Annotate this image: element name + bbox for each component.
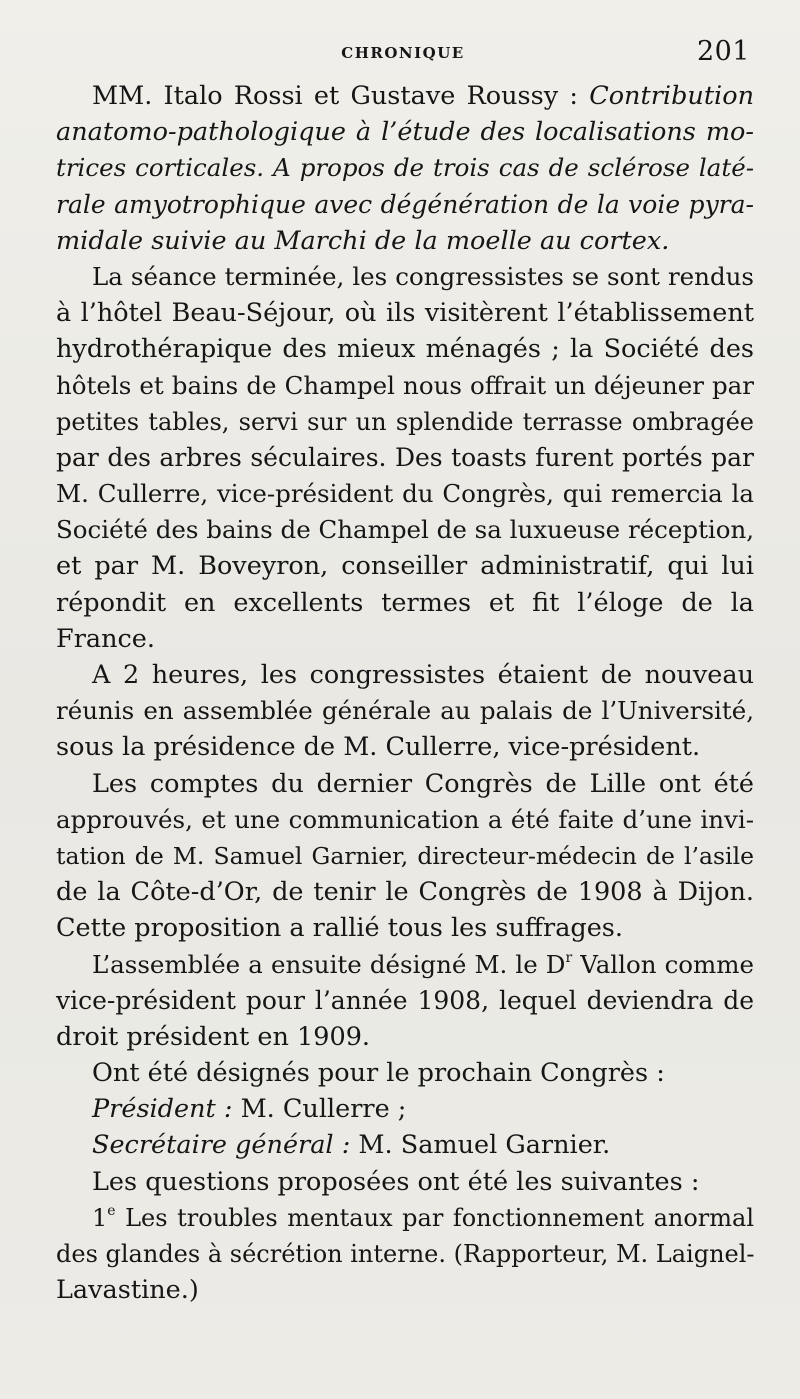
text-line	[56, 1272, 754, 1308]
text-segment: MM. Italo Rossi et Gustave Roussy :	[92, 81, 590, 111]
text-line	[56, 295, 754, 331]
text-segment: de la Côte-d’Or, de tenir le Congrès de 1908 à Dijon.	[56, 877, 754, 908]
text-segment: Contribution	[589, 81, 754, 111]
text-segment: Vallon comme	[572, 949, 755, 979]
text-line	[56, 1200, 754, 1236]
text-segment: Lavastine.)	[56, 1275, 199, 1306]
text-segment: M. Samuel Garnier.	[350, 1130, 611, 1161]
text-segment: tation de M. Samuel Garnier, directeur-médecin de l’asile	[56, 841, 754, 870]
text-line	[56, 983, 754, 1019]
text-line	[56, 1019, 754, 1055]
text-line	[56, 838, 754, 874]
text-segment: rale amyotrophique avec dégénération de la voie pyra-	[56, 189, 754, 219]
text-segment: midale suivie au Marchi de la moelle au cortex.	[56, 225, 670, 256]
text-line	[56, 404, 754, 440]
text-segment: Les comptes du dernier Congrès de Lille ont été	[92, 768, 754, 799]
text-line	[56, 476, 754, 512]
text-line	[56, 1055, 754, 1091]
text-line	[56, 693, 754, 729]
text-line	[56, 947, 754, 983]
text-line	[56, 368, 754, 404]
text-segment: droit président en 1909.	[56, 1021, 371, 1052]
text-line	[56, 910, 754, 946]
text-line	[56, 1091, 754, 1127]
text-segment: à l’hôtel Beau-Séjour, où ils visitèrent l’établissement	[56, 298, 754, 329]
text-line	[56, 585, 754, 621]
text-segment: réunis en assemblée générale au palais de l’Université,	[56, 696, 754, 726]
text-line	[56, 114, 754, 150]
text-segment: Les troubles mentaux par fonctionnement anormal	[115, 1203, 754, 1232]
page-number: 201	[696, 36, 750, 67]
text-line	[56, 223, 754, 259]
text-segment: trices corticales. A propos de trois cas de sclérose laté-	[56, 153, 754, 183]
text-segment: Président :	[92, 1094, 233, 1125]
text-segment: approuvés, et une communication a été faite d’une invi-	[56, 804, 754, 834]
text-line	[56, 1127, 754, 1163]
running-title: CHRONIQUE	[341, 44, 465, 62]
text-line	[56, 1164, 754, 1200]
text-segment: Cette proposition a rallié tous les suffrages.	[56, 913, 624, 944]
text-line	[56, 331, 754, 367]
text-segment: Société des bains de Champel de sa luxueuse réception,	[56, 515, 755, 545]
text-line	[56, 874, 754, 910]
text-segment: 1	[92, 1203, 108, 1232]
text-line	[56, 78, 754, 114]
text-line	[56, 512, 754, 548]
text-segment: anatomo-pathologique à l’étude des localisations mo-	[56, 117, 754, 148]
text-segment: La séance terminée, les congressistes se sont rendus	[92, 261, 754, 291]
text-segment: répondit en excellents termes et fit l’éloge de la	[56, 587, 754, 618]
text-line	[56, 766, 754, 802]
text-segment: et par M. Boveyron, conseiller administratif, qui lui	[56, 551, 754, 582]
text-segment: des glandes à sécrétion interne. (Rapporteur, M. Laignel-	[56, 1240, 755, 1268]
superscript: e	[107, 1202, 116, 1219]
text-line	[56, 548, 754, 584]
text-segment: M. Cullerre ;	[232, 1094, 407, 1125]
text-segment: L’assemblée a ensuite désigné M. le D	[92, 949, 566, 979]
text-segment: hôtels et bains de Champel nous offrait un déjeuner par	[56, 370, 754, 400]
text-line	[56, 657, 754, 693]
text-line	[56, 187, 754, 223]
text-line	[56, 802, 754, 838]
text-segment: Secrétaire général :	[92, 1130, 351, 1161]
text-line	[56, 729, 754, 765]
text-line	[56, 150, 754, 186]
superscript: r	[565, 949, 573, 966]
text-segment: Ont été désignés pour le prochain Congrès :	[92, 1058, 665, 1089]
text-line	[56, 259, 754, 295]
text-segment: France.	[56, 623, 155, 654]
text-segment: petites tables, servi sur un splendide terrasse ombragée	[56, 407, 754, 436]
text-line	[56, 440, 754, 476]
text-line	[56, 621, 754, 657]
text-segment: par des arbres séculaires. Des toasts furent portés par	[56, 442, 754, 472]
text-line	[56, 1236, 754, 1272]
text-segment: M. Cullerre, vice-président du Congrès, qui remercia la	[56, 479, 754, 509]
text-segment: A 2 heures, les congressistes étaient de nouveau	[92, 660, 754, 690]
text-segment: hydrothérapique des mieux ménagés ; la Société des	[56, 334, 754, 365]
text-segment: vice-président pour l’année 1908, lequel deviendra de	[56, 985, 754, 1015]
body-text	[56, 78, 754, 1308]
running-head	[56, 36, 750, 76]
text-segment: Les questions proposées ont été les suivantes :	[92, 1166, 700, 1197]
text-segment: sous la présidence de M. Cullerre, vice-président.	[56, 732, 701, 763]
